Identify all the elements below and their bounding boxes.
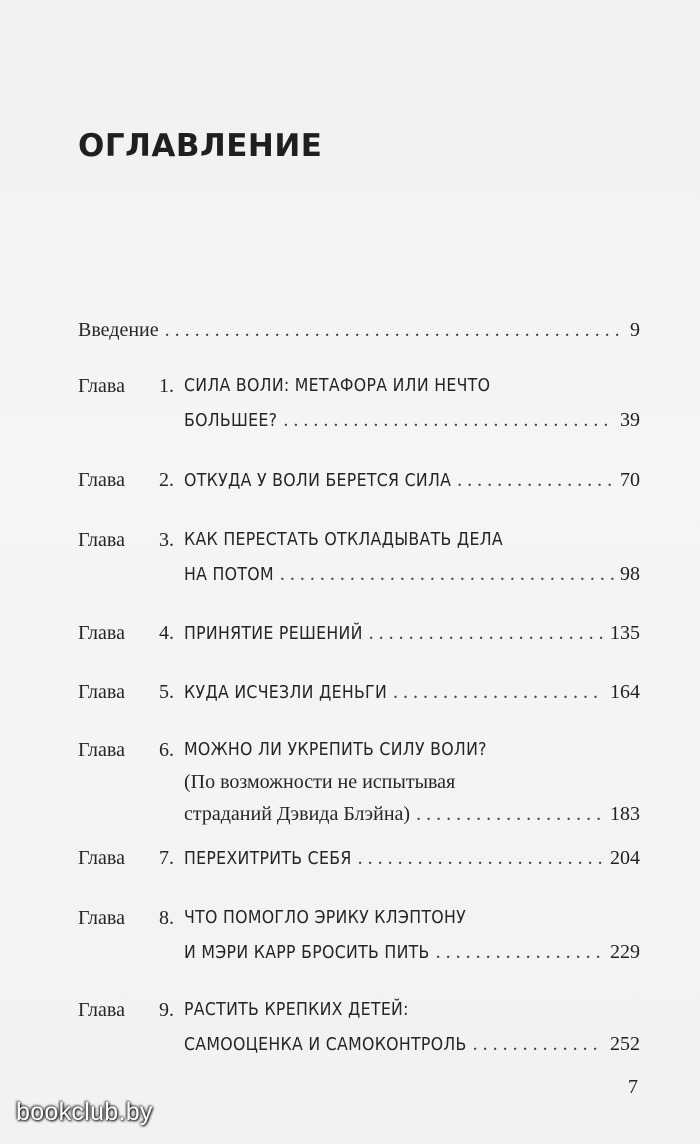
toc-page-number: 98 xyxy=(620,563,640,585)
chapter-label: Глава xyxy=(78,999,125,1021)
chapter-number: 1. xyxy=(159,375,174,397)
dot-leader xyxy=(358,841,604,875)
chapter-number: 7. xyxy=(159,847,174,869)
toc-page-number: 252 xyxy=(610,1033,640,1055)
chapter-label: Глава xyxy=(78,907,125,929)
chapter-title-line: И МЭРИ КАРР БРОСИТЬ ПИТЬ xyxy=(184,943,430,963)
chapter-title-line: НА ПОТОМ xyxy=(184,565,274,585)
page-number: 7 xyxy=(628,1076,638,1098)
chapter-subtitle-line: страданий Дэвида Блэйна) xyxy=(184,803,411,825)
chapter-number: 2. xyxy=(159,469,174,491)
chapter-title-line: МОЖНО ЛИ УКРЕПИТЬ СИЛУ ВОЛИ? xyxy=(184,740,487,760)
chapter-number: 6. xyxy=(159,739,174,761)
chapter-label: Глава xyxy=(78,375,125,397)
chapter-title-line: КАК ПЕРЕСТАТЬ ОТКЛАДЫВАТЬ ДЕЛА xyxy=(184,530,503,550)
chapter-title-line: РАСТИТЬ КРЕПКИХ ДЕТЕЙ: xyxy=(184,1000,409,1020)
toc-page-number: 164 xyxy=(610,681,640,703)
chapter-title-line: ЧТО ПОМОГЛО ЭРИКУ КЛЭПТОНУ xyxy=(184,908,466,928)
toc-page-number: 183 xyxy=(610,803,640,825)
toc-page-number: 39 xyxy=(620,409,640,431)
dot-leader xyxy=(416,797,604,831)
dot-leader xyxy=(436,935,604,969)
chapter-title-line: БОЛЬШЕЕ? xyxy=(184,411,278,431)
dot-leader xyxy=(369,616,604,650)
chapter-subtitle-line: (По возможности не испытывая xyxy=(184,771,456,793)
page-title: ОГЛАВЛЕНИЕ xyxy=(78,128,323,164)
chapter-number: 5. xyxy=(159,681,174,703)
chapter-title-line: СИЛА ВОЛИ: МЕТАФОРА ИЛИ НЕЧТО xyxy=(184,376,491,396)
toc-page-number: 70 xyxy=(620,469,640,491)
chapter-title-line: ОТКУДА У ВОЛИ БЕРЕТСЯ СИЛА xyxy=(184,471,452,491)
dot-leader xyxy=(473,1027,604,1061)
chapter-label: Глава xyxy=(78,469,125,491)
chapter-label: Глава xyxy=(78,847,125,869)
chapter-title-line: ПЕРЕХИТРИТЬ СЕБЯ xyxy=(184,849,352,869)
chapter-label: Глава xyxy=(78,681,125,703)
chapter-number: 3. xyxy=(159,529,174,551)
chapter-title-line: ПРИНЯТИЕ РЕШЕНИЙ xyxy=(184,624,363,644)
chapter-label: Глава xyxy=(78,529,125,551)
toc-page-number: 229 xyxy=(610,941,640,963)
dot-leader xyxy=(280,557,614,591)
dot-leader xyxy=(457,463,614,497)
dot-leader xyxy=(283,403,614,437)
toc-page-number: 135 xyxy=(610,622,640,644)
chapter-title-line: САМООЦЕНКА И САМОКОНТРОЛЬ xyxy=(184,1035,467,1055)
chapter-label: Глава xyxy=(78,739,125,761)
watermark: bookclub.by xyxy=(16,1098,153,1126)
chapter-number: 9. xyxy=(159,999,174,1021)
dot-leader xyxy=(393,675,604,709)
toc-page-number: 204 xyxy=(610,847,640,869)
chapter-number: 8. xyxy=(159,907,174,929)
dot-leader xyxy=(165,313,624,347)
chapter-title-line: КУДА ИСЧЕЗЛИ ДЕНЬГИ xyxy=(184,683,388,703)
toc-intro-title: Введение xyxy=(78,319,159,341)
toc-page-number: 9 xyxy=(630,319,640,341)
chapter-label: Глава xyxy=(78,622,125,644)
chapter-number: 4. xyxy=(159,622,174,644)
